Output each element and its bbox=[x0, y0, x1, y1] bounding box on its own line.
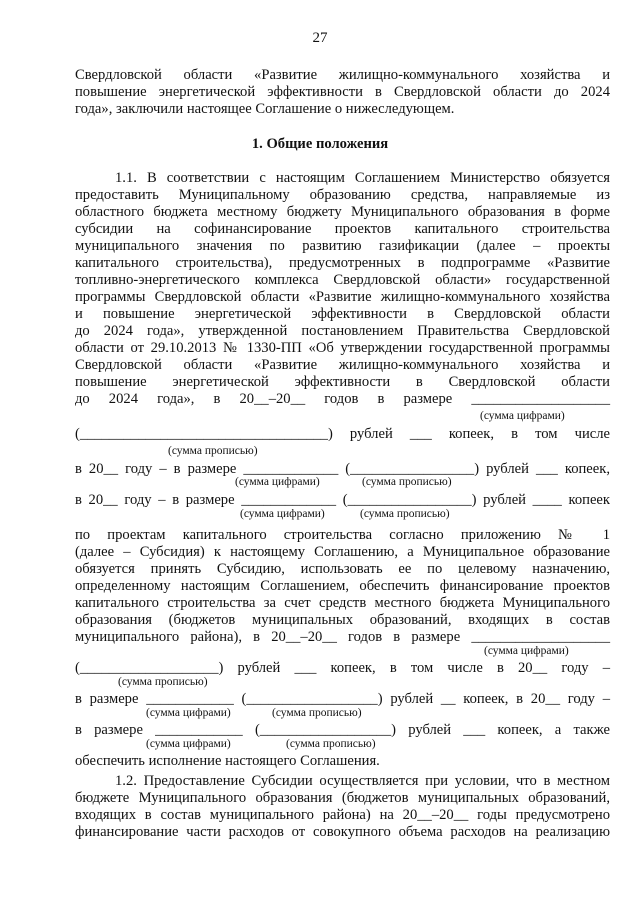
text-line: 1.1. В соответствии с настоящим Соглашением Министерство обязуется bbox=[115, 170, 610, 186]
text-line: программы Свердловской области «Развитие жилищно-коммунального хозяйства bbox=[75, 289, 610, 305]
caption-sum-digits: (сумма цифрами) bbox=[146, 707, 231, 719]
caption-sum-words: (сумма прописью) bbox=[360, 508, 450, 520]
text-line: в размере ____________ (__________________) рублей ___ копеек, а также bbox=[75, 722, 610, 738]
text-line: (___________________) рублей ___ копеек, в том числе в 20__ году – bbox=[75, 660, 610, 676]
caption-sum-digits: (сумма цифрами) bbox=[484, 645, 569, 657]
caption-sum-digits: (сумма цифрами) bbox=[480, 410, 565, 422]
text-line: субсидии на софинансирование проектов капитального строительства bbox=[75, 221, 610, 237]
caption-sum-digits: (сумма цифрами) bbox=[240, 508, 325, 520]
text-line: в 20__ году – в размере _____________ (_________________) рублей ____ копеек bbox=[75, 492, 610, 508]
text-line: повышение энергетической эффективности в Свердловской области bbox=[75, 374, 610, 390]
text-line: Свердловской области «Развитие жилищно-коммунального хозяйства и bbox=[75, 357, 610, 373]
caption-sum-words: (сумма прописью) bbox=[168, 445, 258, 457]
text-line: Свердловской области «Развитие жилищно-коммунального хозяйства и bbox=[75, 67, 610, 83]
text-line: капитального строительства за счет средств местного бюджета Муниципального bbox=[75, 595, 610, 611]
text-line: области от 29.10.2013 № 1330-ПП «Об утверждении государственной программы bbox=[75, 340, 610, 356]
text-line: года», заключили настоящее Соглашение о нижеследующем. bbox=[75, 101, 455, 117]
caption-sum-words: (сумма прописью) bbox=[272, 707, 362, 719]
text-line: и повышение энергетической эффективности в Свердловской области bbox=[75, 306, 610, 322]
caption-sum-digits: (сумма цифрами) bbox=[235, 476, 320, 488]
text-line: (далее – Субсидия) к настоящему Соглашению, а Муниципальное образование bbox=[75, 544, 610, 560]
caption-sum-words: (сумма прописью) bbox=[362, 476, 452, 488]
caption-sum-words: (сумма прописью) bbox=[286, 738, 376, 750]
text-line: в размере ____________ (__________________) рублей __ копеек, в 20__ году – bbox=[75, 691, 610, 707]
text-line: (__________________________________) рублей ___ копеек, в том числе bbox=[75, 426, 610, 442]
text-line: до 2024 года», в 20__–20__ годов в размере ___________________ bbox=[75, 391, 610, 407]
text-line: предоставить Муниципальному образованию средства, направляемые из bbox=[75, 187, 610, 203]
text-line: финансирование части расходов от совокупного объема расходов на реализацию bbox=[75, 824, 610, 840]
text-line: муниципального района), в 20__–20__ годов в размере ___________________ bbox=[75, 629, 610, 645]
text-line: повышение энергетической эффективности в Свердловской области до 2024 bbox=[75, 84, 610, 100]
text-line: до 2024 года», утвержденной постановлением Правительства Свердловской bbox=[75, 323, 610, 339]
text-line: обязуется принять Субсидию, использовать ее по целевому назначению, bbox=[75, 561, 610, 577]
caption-sum-digits: (сумма цифрами) bbox=[146, 738, 231, 750]
text-line: в 20__ году – в размере _____________ (_________________) рублей ___ копеек, bbox=[75, 461, 610, 477]
text-line: топливно-энергетического комплекса Свердловской области» государственной bbox=[75, 272, 610, 288]
caption-sum-words: (сумма прописью) bbox=[118, 676, 208, 688]
text-line: 1.2. Предоставление Субсидии осуществляется при условии, что в местном bbox=[115, 773, 610, 789]
text-line: обеспечить исполнение настоящего Соглашения. bbox=[75, 753, 380, 769]
page-number: 27 bbox=[312, 30, 328, 46]
text-line: капитального строительства), предусмотренных в подпрограмме «Развитие bbox=[75, 255, 610, 271]
text-line: входящих в состав муниципального района) на 20__–20__ годы предусмотрено bbox=[75, 807, 610, 823]
text-line: муниципального значения по развитию газификации (далее – проекты bbox=[75, 238, 610, 254]
text-line: областного бюджета местному бюджету Муниципального образования в форме bbox=[75, 204, 610, 220]
section-title: 1. Общие положения bbox=[251, 136, 389, 152]
text-line: по проектам капитального строительства согласно приложению № 1 bbox=[75, 527, 610, 543]
text-line: определенному настоящим Соглашением, обеспечить финансирование проектов bbox=[75, 578, 610, 594]
text-line: бюджете Муниципального образования (бюджетов муниципальных образований, bbox=[75, 790, 610, 806]
text-line: образования (бюджетов муниципальных образований, входящих в состав bbox=[75, 612, 610, 628]
